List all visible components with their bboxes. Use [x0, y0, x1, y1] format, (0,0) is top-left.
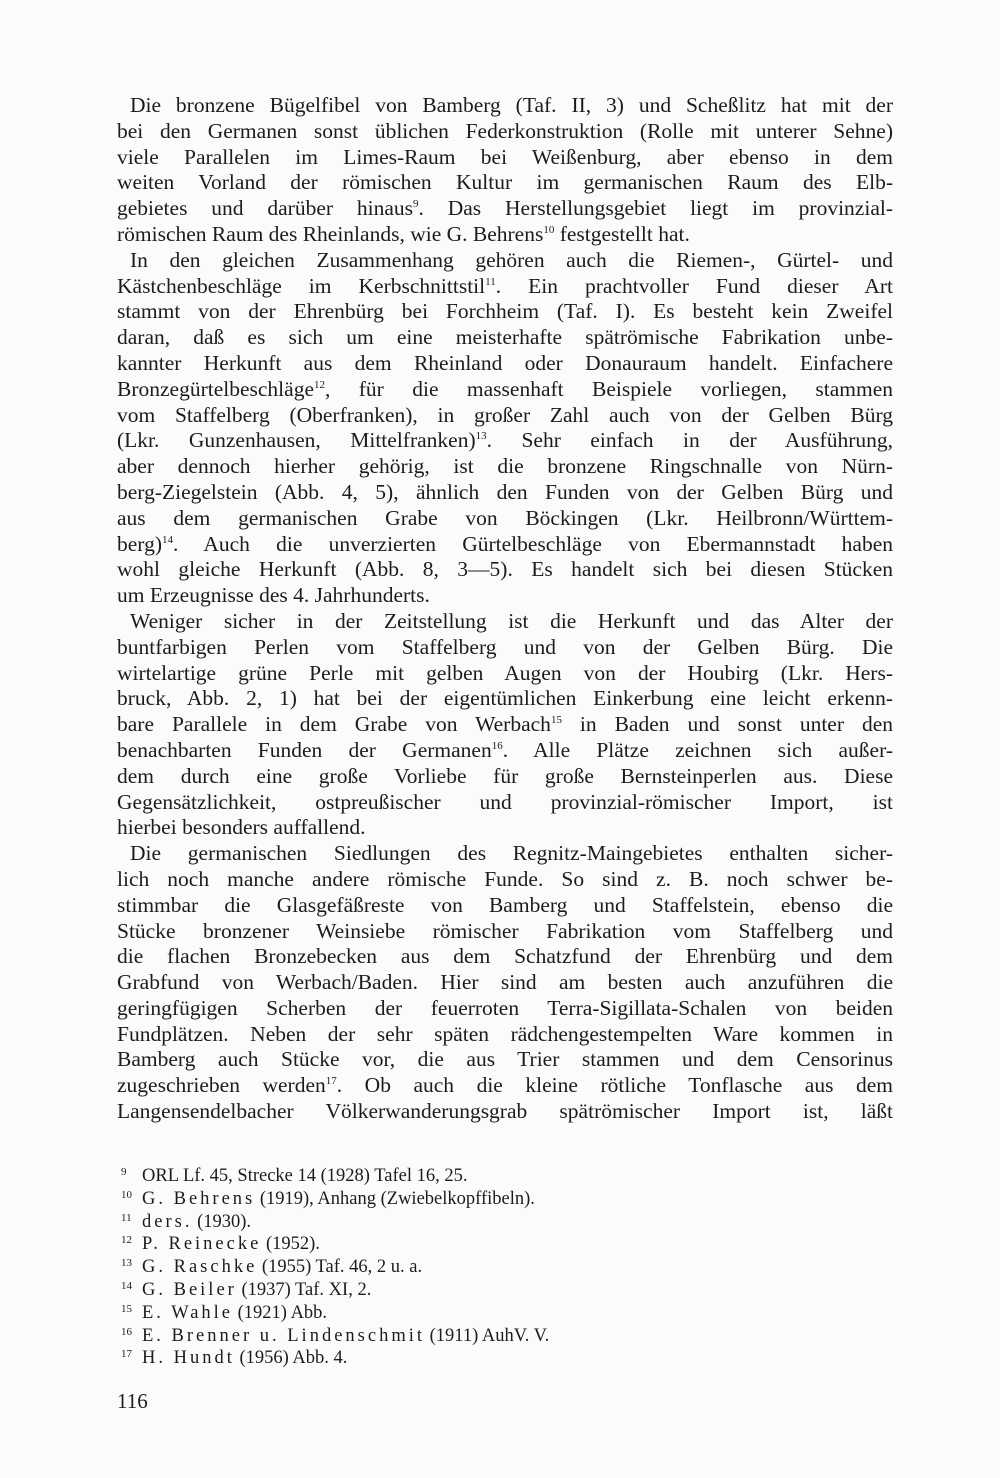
text-run: vom Staffelberg (Oberfranken), in großer Zahl auch von der Gelben Bürg	[117, 402, 893, 427]
text-line	[117, 635, 893, 661]
text-line	[117, 170, 893, 196]
text-run: festgestellt hat.	[554, 221, 690, 246]
text-run: Bronzegürtelbeschläge	[117, 376, 314, 401]
text-run: wirtelartige grüne Perle mit gelben Augen von der Houbirg (Lkr. Hers-	[117, 660, 893, 685]
text-run: Gegensätzlichkeit, ostpreußischer und provinzial-römischer Import, ist	[117, 789, 893, 814]
footnote	[117, 1252, 893, 1278]
text-run: wohl gleiche Herkunft (Abb. 8, 3—5). Es handelt sich bei diesen Stücken	[117, 557, 893, 582]
text-run: bei den Germanen sonst üblichen Federkonstruktion (Rolle mit unterer Sehne)	[117, 118, 893, 143]
paragraph	[117, 841, 893, 1125]
footnote-text: (1955) Taf. 46, 2 u. a.	[257, 1257, 423, 1278]
text-run: benachbarten Funden der Germanen	[117, 737, 492, 762]
footnote-author: G. Raschke	[142, 1257, 258, 1278]
text-run: Weniger sicher in der Zeitstellung ist die Herkunft und das Alter der	[130, 608, 893, 633]
text-run: bare Parallele in dem Grabe von Werbach	[117, 712, 551, 737]
text-line	[117, 119, 893, 145]
text-line	[117, 815, 893, 841]
text-run: buntfarbigen Perlen vom Staffelberg und von der Gelben Bürg. Die	[117, 634, 893, 659]
footnote-ref: 12	[314, 378, 325, 391]
footnote-number: 12	[121, 1234, 132, 1247]
text-line	[117, 557, 893, 583]
paragraph	[117, 93, 893, 248]
text-run: In den gleichen Zusammenhang gehören auch die Riemen-, Gürtel- und	[130, 247, 893, 272]
footnote-ref: 10	[543, 223, 555, 236]
text-line	[117, 712, 893, 738]
text-line	[117, 738, 893, 764]
text-run: berg-Ziegelstein (Abb. 4, 5), ähnlich den Funden von der Gelben Bürg und	[117, 479, 893, 504]
text-run: hierbei besonders auffallend.	[117, 815, 366, 840]
text-run: . Alle Plätze zeichnen sich außer-	[502, 737, 893, 762]
footnote-text: (1937) Taf. XI, 2.	[236, 1279, 372, 1300]
footnote-author: E. Wahle	[142, 1302, 234, 1323]
text-run: . Das Herstellungsgebiet liegt im provinzial-	[418, 196, 893, 221]
text-line	[117, 893, 893, 919]
footnote-ref: 14	[161, 533, 173, 546]
text-run: berg)	[117, 531, 162, 556]
text-line	[117, 196, 893, 222]
text-line	[117, 1099, 893, 1125]
footnote	[117, 1321, 893, 1344]
text-line	[117, 454, 893, 480]
text-line	[117, 532, 893, 558]
body-text	[117, 93, 893, 1125]
footnote-text: (1911) AuhV. V.	[425, 1325, 550, 1346]
text-run: Fundplätzen. Neben der sehr späten rädchengestempelten Ware kommen in	[117, 1021, 893, 1046]
text-run: . Auch die unverzierten Gürtelbeschläge von Ebermannstadt haben	[172, 531, 893, 556]
text-line	[117, 506, 893, 532]
text-line	[117, 1047, 893, 1073]
text-line	[117, 145, 893, 171]
text-line	[117, 403, 893, 429]
text-run: bruck, Abb. 2, 1) hat bei der eigentümlichen Einkerbung eine leicht erkenn-	[117, 686, 893, 711]
footnote-text: (1930).	[192, 1211, 252, 1232]
footnote	[117, 1229, 893, 1255]
text-run: stammt von der Ehrenbürg bei Forchheim (Taf. I). Es besteht kein Zweifel	[117, 299, 893, 324]
text-run: , für die massenhaft Beispiele vorliegen, stammen	[325, 376, 893, 401]
text-line	[117, 790, 893, 816]
footnote-author: G. Beiler	[142, 1279, 237, 1300]
footnote-number: 9	[121, 1166, 127, 1178]
footnote-text: (1956) Abb. 4.	[234, 1348, 348, 1369]
footnote-number: 14	[121, 1279, 132, 1292]
text-run: aber dennoch hierher gehörig, ist die bronzene Ringschnalle von Nürn-	[117, 454, 893, 479]
footnote-number: 10	[121, 1188, 132, 1201]
footnote-ref: 15	[550, 714, 562, 727]
text-line	[117, 919, 893, 945]
text-line	[117, 970, 893, 996]
text-line	[117, 841, 893, 867]
text-run: die flachen Bronzebecken aus dem Schatzfund der Ehrenbürg und dem	[117, 944, 893, 969]
text-line	[117, 1073, 893, 1099]
footnote-ref: 11	[485, 275, 496, 288]
text-line	[117, 299, 893, 325]
text-run: Grabfund von Werbach/Baden. Hier sind am besten auch anzuführen die	[117, 970, 893, 995]
text-run: . Ein prachtvoller Fund dieser Art	[495, 273, 893, 298]
footnote-text: ORL Lf. 45, Strecke 14 (1928) Tafel 16, 25.	[142, 1166, 468, 1186]
text-run: daran, daß es sich um eine meisterhafte spätrömische Fabrikation unbe-	[117, 325, 893, 350]
footnote-ref: 16	[491, 739, 503, 752]
text-line	[117, 583, 893, 609]
footnote-number: 16	[121, 1325, 132, 1338]
text-line	[117, 377, 893, 403]
footnote-author: P. Reinecke	[142, 1234, 262, 1255]
text-line	[117, 274, 893, 300]
text-line	[117, 661, 893, 687]
footnote-text: (1919), Anhang (Zwiebelkopffibeln).	[255, 1188, 535, 1209]
text-line	[117, 609, 893, 635]
text-run: gebietes und darüber hinaus	[117, 196, 414, 221]
footnote-number: 11	[121, 1211, 132, 1224]
footnote	[117, 1207, 893, 1230]
footnote-number: 17	[121, 1348, 132, 1361]
text-run: (Lkr. Gunzenhausen, Mittelfranken)	[117, 428, 476, 453]
footnotes	[117, 1161, 893, 1369]
text-line	[117, 222, 893, 248]
footnote-author: E. Brenner u. Lindenschmit	[142, 1325, 425, 1346]
footnote-author: H. Hundt	[142, 1348, 235, 1369]
footnote-number: 13	[121, 1257, 132, 1270]
text-line	[117, 325, 893, 351]
footnote-text: (1952).	[261, 1234, 320, 1255]
footnote	[117, 1275, 893, 1298]
footnote-ref: 17	[325, 1075, 337, 1088]
text-run: . Ob auch die kleine rötliche Tonflasche aus dem	[336, 1073, 893, 1098]
text-line	[117, 996, 893, 1022]
footnote-ref: 9	[413, 198, 419, 211]
text-line	[117, 248, 893, 274]
text-line	[117, 686, 893, 712]
text-run: aus dem germanischen Grabe von Böckingen (Lkr. Heilbronn/Württem-	[117, 505, 893, 530]
text-line	[117, 867, 893, 893]
text-run: Kästchenbeschläge im Kerbschnittstil	[117, 273, 486, 298]
text-run: Bamberg auch Stücke vor, die aus Trier stammen und dem Censorinus	[117, 1047, 893, 1072]
text-run: dem durch eine große Vorliebe für große Bernsteinperlen aus. Diese	[117, 763, 893, 788]
text-line	[117, 93, 893, 119]
footnote-text: (1921) Abb.	[233, 1302, 328, 1323]
text-run: um Erzeugnisse des 4. Jahrhunderts.	[117, 583, 430, 608]
footnote-author: G. Behrens	[142, 1188, 256, 1209]
text-line	[117, 351, 893, 377]
text-run: viele Parallelen im Limes-Raum bei Weißenburg, aber ebenso in dem	[117, 144, 893, 169]
text-run: kannter Herkunft aus dem Rheinland oder Donauraum handelt. Einfachere	[117, 350, 893, 375]
text-run: zugeschrieben werden	[117, 1073, 326, 1098]
footnote	[117, 1298, 893, 1321]
text-run: Die germanischen Siedlungen des Regnitz-Maingebietes enthalten sicher-	[130, 841, 893, 866]
paragraph	[117, 609, 893, 841]
text-run: Die bronzene Bügelfibel von Bamberg (Taf. II, 3) und Scheßlitz hat mit der	[130, 93, 893, 117]
footnote-author: ders.	[142, 1211, 193, 1232]
text-line	[117, 1022, 893, 1048]
text-run: römischen Raum des Rheinlands, wie G. Behrens	[117, 221, 544, 246]
text-run: stimmbar die Glasgefäßreste von Bamberg und Staffelstein, ebenso die	[117, 892, 893, 917]
text-line	[117, 480, 893, 506]
footnote	[117, 1161, 893, 1184]
text-run: lich noch manche andere römische Funde. So sind z. B. noch schwer be-	[117, 866, 893, 891]
text-run: geringfügigen Scherben der feuerroten Terra-Sigillata-Schalen von beiden	[117, 995, 893, 1020]
text-run: weiten Vorland der römischen Kultur im germanischen Raum des Elb-	[117, 170, 893, 195]
footnote-number: 15	[121, 1302, 132, 1315]
paragraph	[117, 248, 893, 609]
page-number: 116	[117, 1389, 148, 1413]
text-line	[117, 944, 893, 970]
footnote	[117, 1343, 893, 1369]
text-run: Stücke bronzener Weinsiebe römischer Fabrikation vom Staffelberg und	[117, 918, 893, 943]
text-run: Langensendelbacher Völkerwanderungsgrab spätrömischer Import ist, läßt	[117, 1099, 893, 1124]
text-line	[117, 764, 893, 790]
footnote-ref: 13	[475, 430, 487, 443]
text-run: in Baden und sonst unter den	[561, 712, 894, 737]
footnote	[117, 1184, 893, 1207]
text-run: . Sehr einfach in der Ausführung,	[486, 428, 893, 453]
text-line	[117, 428, 893, 454]
